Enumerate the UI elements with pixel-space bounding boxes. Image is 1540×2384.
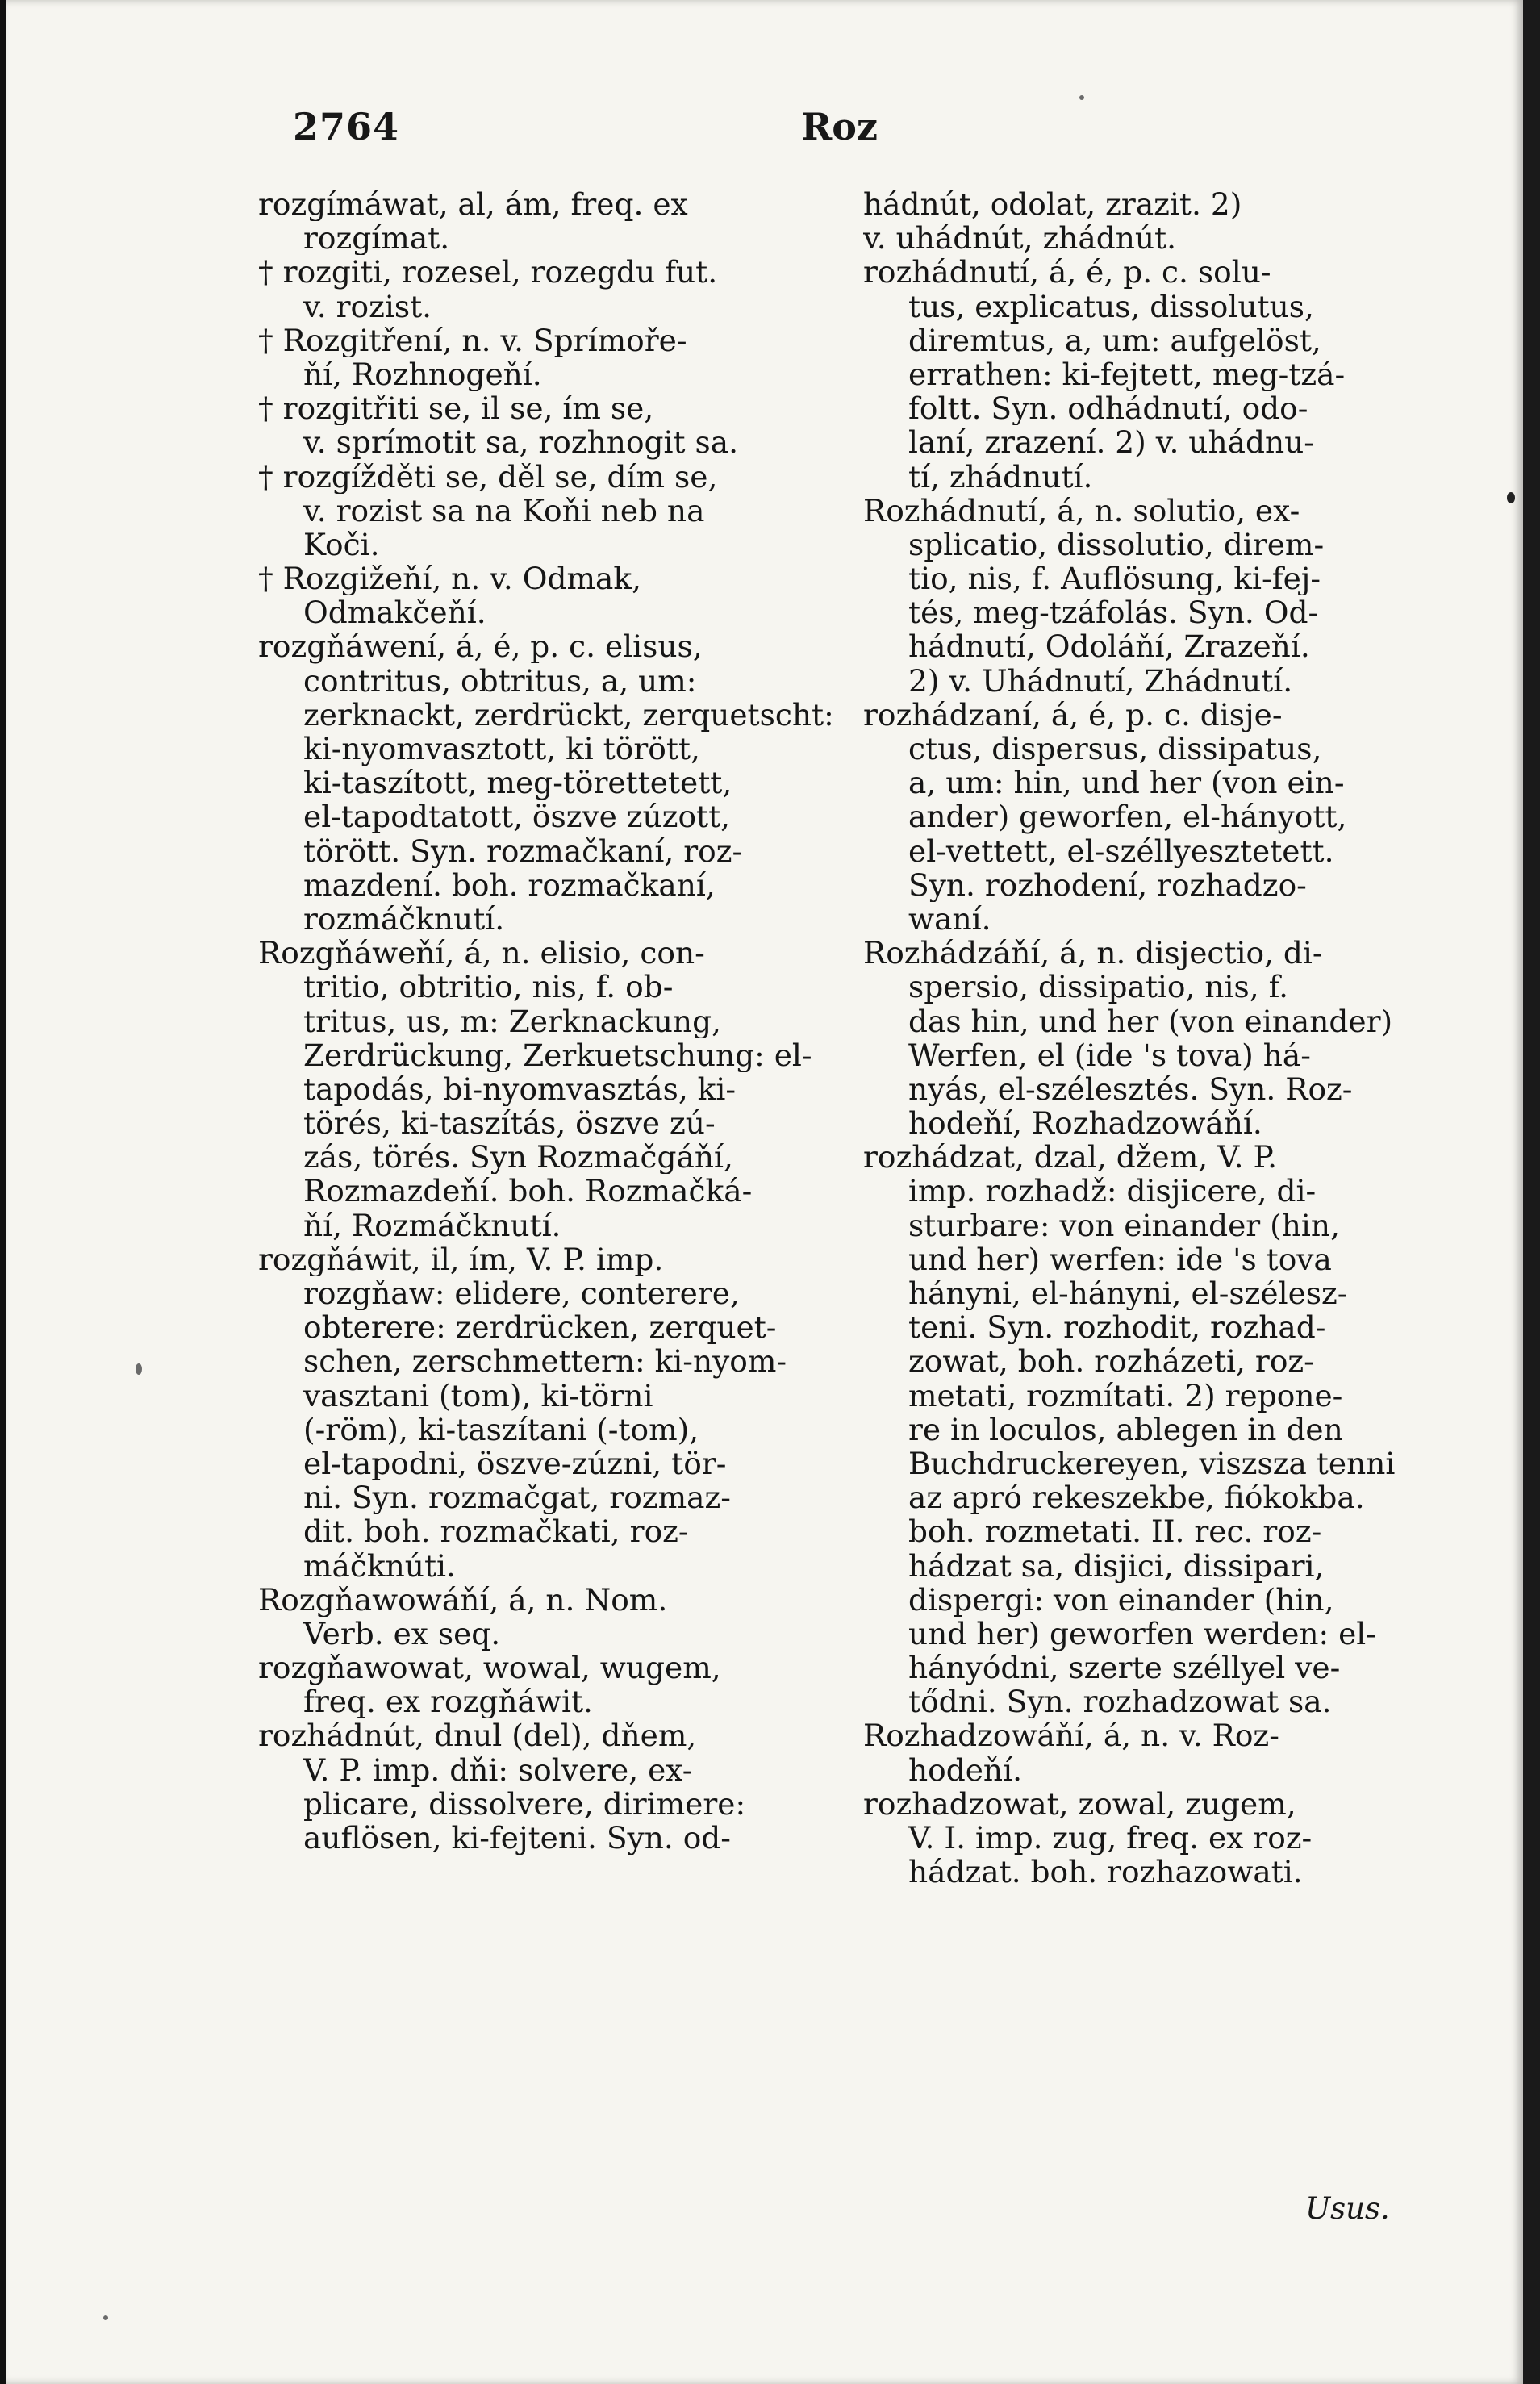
page-header (6, 97, 1523, 153)
dictionary-line: rozhádzat, dzal, džem, V. P. (863, 1140, 1278, 1175)
dictionary-line: rozgňáwení, á, é, p. c. elisus, (258, 629, 703, 664)
dictionary-line: sturbare: von einander (hin, (908, 1208, 1340, 1242)
print-speck (103, 2315, 108, 2320)
dictionary-line: teni. Syn. rozhodit, rozhad- (908, 1310, 1326, 1345)
dictionary-line: und her) werfen: ide 's tova (908, 1242, 1332, 1276)
dictionary-line: V. P. imp. dňi: solvere, ex- (303, 1752, 693, 1787)
dictionary-line: hodeňí, Rozhadzowáňí. (908, 1106, 1262, 1141)
right-column (863, 187, 1460, 1889)
dictionary-line: tapodás, bi-nyomvasztás, ki- (303, 1071, 737, 1107)
dictionary-line: Rozmazdeňí. boh. Rozmačká- (303, 1174, 753, 1209)
dictionary-line: Buchdruckereyen, viszsza tenni (908, 1446, 1396, 1481)
dictionary-line: freq. ex rozgňáwit. (303, 1685, 593, 1719)
dictionary-line: Verb. ex seq. (303, 1616, 501, 1651)
dictionary-line: das hin, und her (von einander) (908, 1004, 1393, 1038)
dictionary-line: rozgímat. (303, 221, 450, 256)
dictionary-line: v. rozist. (303, 289, 432, 324)
dictionary-line: dispergi: von einander (hin, (908, 1582, 1334, 1617)
print-speck (136, 1363, 142, 1375)
dictionary-line: el-tapodni, öszve-zúzni, tör- (303, 1446, 727, 1481)
dictionary-line: törött. Syn. rozmačkaní, roz- (303, 833, 743, 868)
dictionary-line: el-vettett, el-széllyesztetett. (908, 833, 1334, 868)
dictionary-line: contritus, obtritus, a, um: (303, 663, 697, 698)
dictionary-line: zerknackt, zerdrückt, zerquetscht: (303, 697, 834, 732)
dictionary-line: re in loculos, ablegen in den (908, 1412, 1343, 1447)
dictionary-line: Koči. (303, 527, 380, 562)
dictionary-line: nyás, el-szélesztés. Syn. Roz- (908, 1071, 1353, 1107)
dictionary-line: rozmáčknutí. (303, 901, 505, 937)
dictionary-line: † rozgiti, rozesel, rozegdu fut. (258, 255, 718, 290)
dictionary-line: splicatio, dissolutio, direm- (908, 527, 1325, 562)
dictionary-line: rozgňáwit, il, ím, V. P. imp. (258, 1242, 664, 1276)
dictionary-line: ni. Syn. rozmačgat, rozmaz- (303, 1480, 731, 1515)
dictionary-line: tés, meg-tzáfolás. Syn. Od- (908, 595, 1319, 630)
dictionary-line: Rozhádnutí, á, n. solutio, ex- (863, 493, 1300, 528)
print-speck (1079, 95, 1084, 100)
dictionary-line: waní. (908, 901, 991, 937)
dictionary-line: ki-taszított, meg-törettetett, (303, 766, 732, 800)
dictionary-line: tődni. Syn. rozhadzowat sa. (908, 1685, 1332, 1719)
dictionary-line: rozgňawowat, wowal, wugem, (258, 1651, 721, 1685)
dictionary-line: spersio, dissipatio, nis, f. (908, 970, 1289, 1004)
dictionary-line: ander) geworfen, el-hányott, (908, 800, 1347, 834)
print-speck (1507, 492, 1515, 503)
dictionary-line: rozhádzaní, á, é, p. c. disje- (863, 697, 1283, 732)
dictionary-line: zás, törés. Syn Rozmačgáňí, (303, 1140, 733, 1175)
dictionary-line: rozhadzowat, zowal, zugem, (863, 1786, 1296, 1821)
dictionary-line: auflösen, ki-fejteni. Syn. od- (303, 1821, 731, 1856)
dictionary-line: Odmakčeňí. (303, 595, 486, 630)
dictionary-line: Syn. rozhodení, rozhadzo- (908, 867, 1307, 902)
dictionary-line: Rozhadzowáňí, á, n. v. Roz- (863, 1718, 1279, 1753)
dictionary-line: ňí, Rozmáčknutí. (303, 1208, 561, 1242)
left-column (258, 187, 855, 1855)
dictionary-line: hányni, el-hányni, el-szélesz- (908, 1276, 1348, 1311)
dictionary-line: † Rozgižeňí, n. v. Odmak, (258, 562, 642, 596)
dictionary-line: † Rozgitření, n. v. Sprímoře- (258, 323, 687, 357)
dictionary-line: (-röm), ki-taszítani (-tom), (303, 1412, 699, 1447)
dictionary-line: Rozgňawowáňí, á, n. Nom. (258, 1582, 668, 1617)
dictionary-line: 2) v. Uhádnutí, Zhádnutí. (908, 663, 1293, 698)
dictionary-line: plicare, dissolvere, dirimere: (303, 1786, 746, 1821)
dictionary-line: zowat, boh. rozházeti, roz- (908, 1344, 1314, 1379)
dictionary-line: laní, zrazení. 2) v. uhádnu- (908, 425, 1314, 460)
dictionary-line: Werfen, el (ide 's tova) há- (908, 1038, 1311, 1072)
dictionary-line: imp. rozhadž: disjicere, di- (908, 1174, 1317, 1209)
dictionary-line: V. I. imp. zug, freq. ex roz- (908, 1821, 1313, 1856)
dictionary-line: ctus, dispersus, dissipatus, (908, 732, 1322, 766)
dictionary-line: hádnutí, Odoláňí, Zrazeňí. (908, 629, 1310, 664)
dictionary-line: foltt. Syn. odhádnutí, odo- (908, 391, 1308, 426)
dictionary-line: Rozgňáweňí, á, n. elisio, con- (258, 936, 705, 971)
dictionary-line: rozhádnút, dnul (del), dňem, (258, 1718, 697, 1753)
dictionary-page (6, 0, 1523, 2384)
dictionary-line: tus, explicatus, dissolutus, (908, 289, 1314, 324)
dictionary-line: rozgňaw: elidere, conterere, (303, 1276, 740, 1311)
page-edge-shadow (1523, 0, 1540, 2384)
catchword: Usus. (1305, 2191, 1390, 2226)
dictionary-line: Zerdrückung, Zerkuetschung: el- (303, 1038, 812, 1072)
dictionary-line: dit. boh. rozmačkati, roz- (303, 1514, 689, 1549)
dictionary-line: hodeňí. (908, 1752, 1022, 1787)
dictionary-line: rozhádnutí, á, é, p. c. solu- (863, 255, 1271, 290)
dictionary-line: máčknúti. (303, 1548, 456, 1583)
dictionary-line: † rozgížděti se, děl se, dím se, (258, 459, 718, 494)
dictionary-line: tio, nis, f. Auflösung, ki-fej- (908, 562, 1321, 596)
dictionary-line: † rozgitřiti se, il se, ím se, (258, 391, 654, 426)
dictionary-line: v. rozist sa na Koňi neb na (303, 493, 705, 528)
dictionary-line: schen, zerschmettern: ki-nyom- (303, 1344, 787, 1379)
dictionary-line: diremtus, a, um: aufgelöst, (908, 323, 1321, 357)
dictionary-line: el-tapodtatott, öszve zúzott, (303, 800, 731, 834)
dictionary-line: a, um: hin, und her (von ein- (908, 766, 1345, 800)
dictionary-line: Rozhádzáňí, á, n. disjectio, di- (863, 936, 1323, 971)
dictionary-line: hádnút, odolat, zrazit. 2) (863, 187, 1242, 222)
dictionary-line: tritio, obtritio, nis, f. ob- (303, 970, 674, 1004)
dictionary-line: az apró rekeszekbe, fiókokba. (908, 1480, 1365, 1515)
dictionary-line: hányódni, szerte széllyel ve- (908, 1651, 1341, 1685)
page-number: 2764 (293, 105, 400, 148)
dictionary-line: boh. rozmetati. II. rec. roz- (908, 1514, 1322, 1549)
dictionary-line: obterere: zerdrücken, zerquet- (303, 1310, 777, 1345)
dictionary-line: metati, rozmítati. 2) repone- (908, 1378, 1343, 1413)
dictionary-line: mazdení. boh. rozmačkaní, (303, 867, 716, 902)
dictionary-line: ki-nyomvasztott, ki törött, (303, 732, 700, 766)
dictionary-line: hádzat sa, disjici, dissipari, (908, 1548, 1325, 1583)
dictionary-line: v. uhádnút, zhádnút. (863, 221, 1177, 256)
dictionary-line: v. sprímotit sa, rozhnogit sa. (303, 425, 739, 460)
dictionary-line: errathen: ki-fejtett, meg-tzá- (908, 357, 1346, 392)
running-head: Roz (801, 105, 879, 148)
dictionary-line: hádzat. boh. rozhazowati. (908, 1855, 1303, 1889)
dictionary-line: vasztani (tom), ki-törni (303, 1378, 653, 1413)
dictionary-line: ňí, Rozhnogeňí. (303, 357, 542, 392)
dictionary-line: rozgímáwat, al, ám, freq. ex (258, 187, 688, 222)
dictionary-line: tí, zhádnutí. (908, 459, 1093, 494)
dictionary-line: törés, ki-taszítás, öszve zú- (303, 1106, 716, 1141)
dictionary-line: tritus, us, m: Zerknackung, (303, 1004, 722, 1038)
dictionary-line: und her) geworfen werden: el- (908, 1616, 1376, 1651)
